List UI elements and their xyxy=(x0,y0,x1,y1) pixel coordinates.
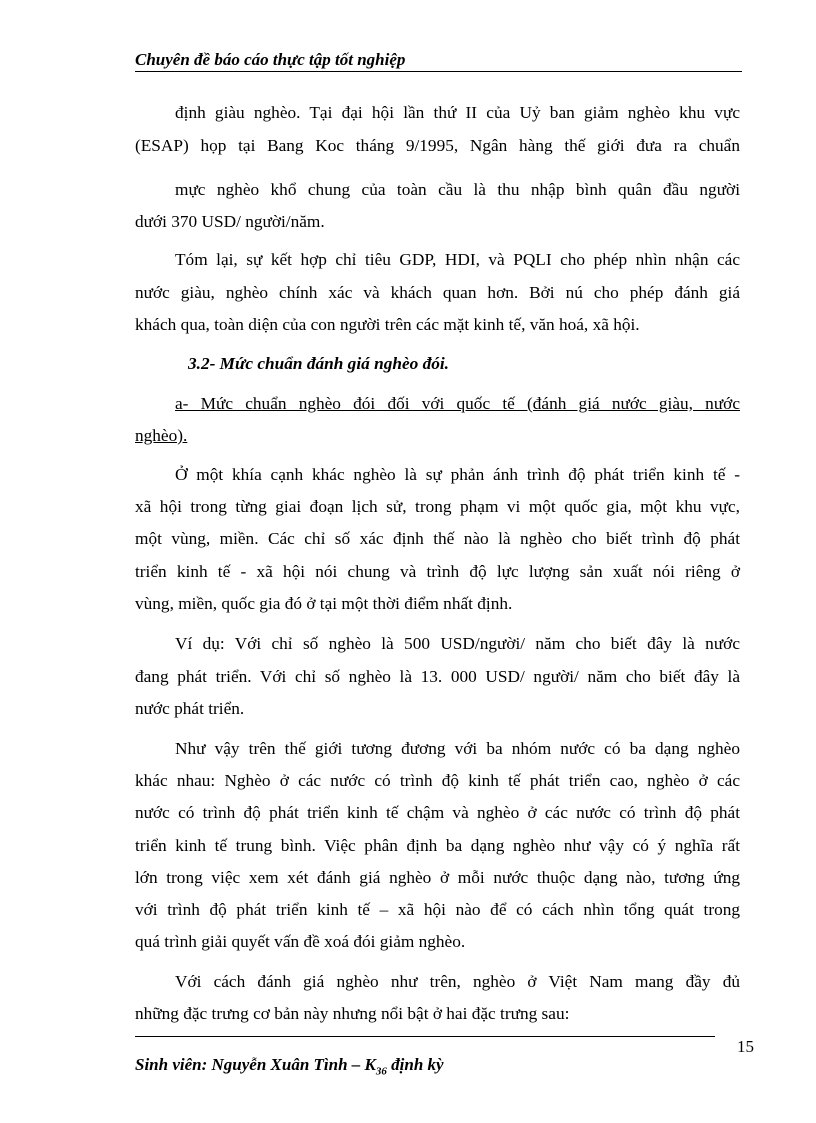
paragraph-line: Như vậy trên thế giới tương đương với ba nhóm nước có ba dạng nghèo xyxy=(175,739,740,758)
paragraph-line: nước phát triển. xyxy=(135,699,245,718)
footer-student-suffix: định kỳ xyxy=(386,1055,444,1074)
paragraph-line: vùng, miền, quốc gia đó ở tại một thời điểm nhất định. xyxy=(135,594,513,613)
paragraph-line: Ví dụ: Với chỉ số nghèo là 500 USD/người/ năm cho biết đây là nước xyxy=(175,634,740,653)
footer-student-prefix: Sinh viên: Nguyễn Xuân Tình – K xyxy=(135,1055,376,1074)
footer-rule xyxy=(135,1036,715,1037)
paragraph-line: (ESAP) họp tại Bang Koc tháng 9/1995, Ngân hàng thế giới đưa ra chuẩn xyxy=(135,136,740,155)
paragraph-line: mực nghèo khổ chung của toàn cầu là thu nhập bình quân đầu người xyxy=(175,180,740,199)
paragraph-line: Tóm lại, sự kết hợp chỉ tiêu GDP, HDI, và PQLI cho phép nhìn nhận các xyxy=(175,250,740,269)
paragraph-line: triển kinh tế trung bình. Việc phân định ba dạng nghèo như vậy có ý nghĩa rất xyxy=(135,836,740,855)
page-number: 15 xyxy=(737,1037,754,1056)
paragraph-line: Với cách đánh giá nghèo như trên, nghèo ở Việt Nam mang đầy đủ xyxy=(175,972,740,991)
paragraph-line: những đặc trưng cơ bản này nhưng nổi bật ở hai đặc trưng sau: xyxy=(135,1004,570,1023)
page-header-title: Chuyên đề báo cáo thực tập tốt nghiệp xyxy=(135,50,406,69)
paragraph-line: dưới 370 USD/ người/năm. xyxy=(135,212,325,231)
paragraph-line: nước có trình độ phát triển kinh tế chậm và nghèo ở các nước có trình độ phát xyxy=(135,803,740,822)
paragraph-line: nước giàu, nghèo chính xác và khách quan hơn. Bởi nú cho phép đánh giá xyxy=(135,283,740,302)
paragraph-line: đang phát triển. Với chỉ số nghèo là 13. 000 USD/ người/ năm cho biết đây là xyxy=(135,667,740,686)
paragraph-line: Ở một khía cạnh khác nghèo là sự phản ánh trình độ phát triển kinh tế - xyxy=(175,465,740,484)
header-rule xyxy=(135,71,742,72)
paragraph-line: quá trình giải quyết vấn đề xoá đói giảm nghèo. xyxy=(135,932,466,951)
footer-student-name xyxy=(135,1055,444,1077)
subsection-heading: a- Mức chuẩn nghèo đói đối với quốc tế (đánh giá nước giàu, nước xyxy=(175,394,740,413)
paragraph-line: khách qua, toàn diện của con người trên các mặt kinh tế, văn hoá, xã hội. xyxy=(135,315,640,334)
subsection-heading: nghèo). xyxy=(135,426,188,445)
paragraph-line: một vùng, miền. Các chỉ số xác định thế nào là nghèo cho biết trình độ phát xyxy=(135,529,740,548)
footer-student-class: 36 xyxy=(375,1065,387,1078)
paragraph-line: khác nhau: Nghèo ở các nước có trình độ kinh tế phát triển cao, nghèo ở các xyxy=(135,771,740,790)
paragraph-line: với trình độ phát triển kinh tế – xã hội nào để có cách nhìn tổng quát trong xyxy=(135,900,740,919)
paragraph-line: xã hội trong từng giai đoạn lịch sử, trong phạm vi một quốc gia, một khu vực, xyxy=(135,497,740,516)
paragraph-line: lớn trong việc xem xét đánh giá nghèo ở mỗi nước thuộc dạng nào, tương ứng xyxy=(135,868,740,887)
section-heading: 3.2- Mức chuẩn đánh giá nghèo đói. xyxy=(188,354,449,373)
paragraph-line: triển kinh tế - xã hội nói chung và trình độ lực lượng sản xuất nói riêng ở xyxy=(135,562,740,581)
paragraph-line: định giàu nghèo. Tại đại hội lần thứ II của Uỷ ban giảm nghèo khu vực xyxy=(175,103,740,122)
